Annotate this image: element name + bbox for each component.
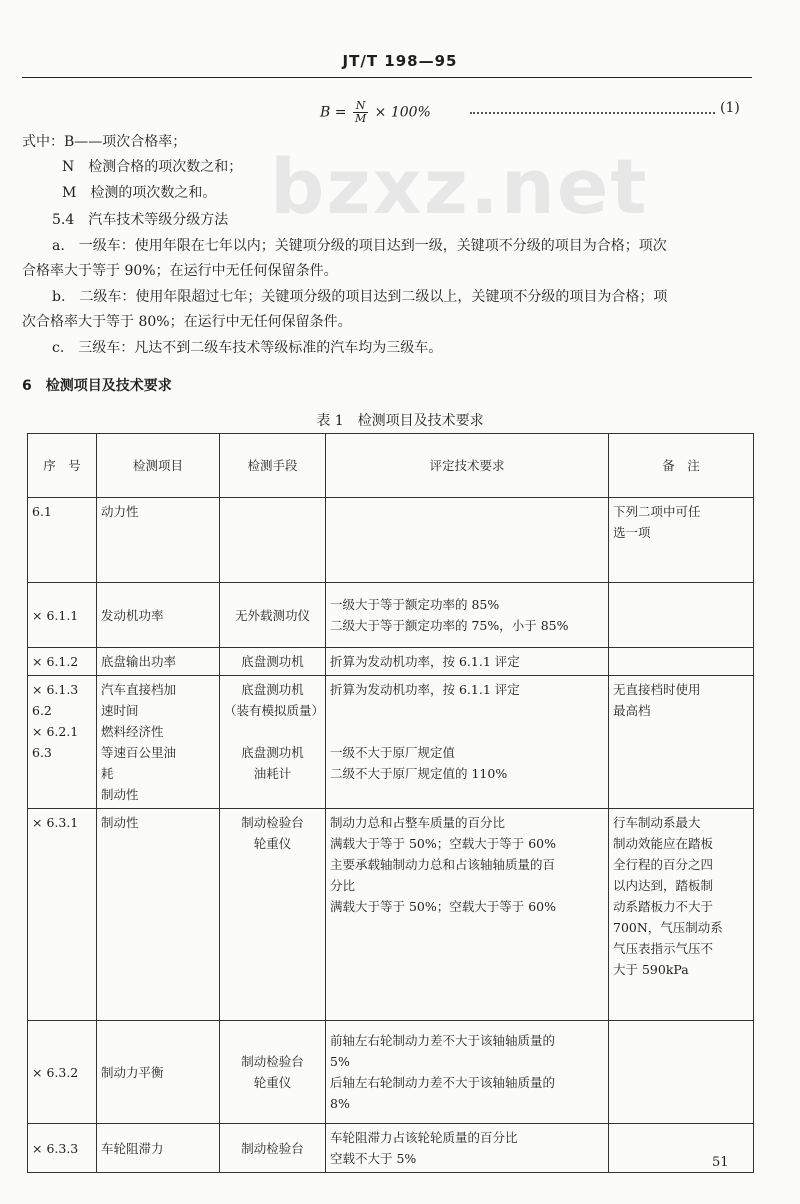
row-requirement: [326, 583, 609, 648]
row-requirement: [326, 1124, 609, 1173]
row-item: [97, 809, 220, 1021]
header-no: 序 号: [28, 434, 97, 498]
row-note-line: 最高档: [613, 703, 651, 718]
spec-table: [27, 433, 754, 1173]
row-means-line: 轮重仪: [253, 836, 292, 851]
formula-leader-dots: [470, 102, 715, 114]
row-requirement-line: 满载大于等于 50%；空载大于等于 60%: [330, 836, 557, 851]
row-note: [609, 648, 754, 676]
item-b-line1: b. 二级车：使用年限超过七年；关键项分级的项目达到二级以上，关键项不分级的项目为合格；项: [52, 289, 668, 305]
row-requirement-line: [330, 700, 604, 721]
row-note-line: 制动效能应在踏板: [613, 836, 714, 851]
row-item-line: 速时间: [101, 703, 139, 718]
row-note-line: 大于 590kPa: [613, 962, 689, 977]
item-b-line2: 次合格率大于等于 80%；在运行中无任何保留条件。: [22, 314, 352, 330]
section-6-heading: 6 检测项目及技术要求: [22, 378, 172, 394]
row-note: [609, 583, 754, 648]
formula-eq: =: [334, 104, 347, 121]
row-means-line: 油耗计: [253, 766, 292, 781]
row-number: [28, 1124, 97, 1173]
row-requirement-line: 制动力总和占整车质量的百分比: [330, 815, 506, 830]
table-row: [28, 583, 754, 648]
row-requirement-line: 二级不大于原厂规定值的 110%: [330, 766, 508, 781]
header-means: 检测手段: [220, 434, 326, 498]
formula-fraction: [353, 100, 368, 125]
row-number-line: 6.1: [32, 504, 52, 519]
row-requirement-line: 8%: [330, 1096, 350, 1111]
table-row: [28, 809, 754, 1021]
row-item-line: 制动性: [101, 815, 139, 830]
row-means-line: [224, 721, 321, 742]
row-item: [97, 676, 220, 809]
header-note: 备 注: [609, 434, 754, 498]
row-number-line: × 6.3.2: [32, 1064, 79, 1080]
row-number-line: 6.2: [32, 703, 52, 718]
row-number: [28, 809, 97, 1021]
row-note: [609, 809, 754, 1021]
row-means: [220, 583, 326, 648]
row-note-line: 以内达到，踏板制: [613, 878, 714, 893]
page-header: JT/T 198—95: [342, 52, 458, 70]
row-means: [220, 498, 326, 583]
row-item-line: 耗: [101, 766, 114, 781]
row-item: [97, 498, 220, 583]
row-number-line: × 6.1.1: [32, 607, 79, 623]
row-requirement-line: 二级大于等于额定功率的 75%，小于 85%: [330, 618, 569, 633]
row-requirement-line: 前轴左右轮制动力差不大于该轴轴质量的: [330, 1033, 556, 1048]
row-note-line: 选一项: [613, 525, 651, 540]
row-number-line: × 6.3.3: [32, 1140, 79, 1156]
row-means: [220, 676, 326, 809]
row-means-line: 底盘测功机: [241, 682, 304, 697]
page-number: 51: [712, 1155, 729, 1170]
equation-number: (1): [720, 100, 740, 116]
row-requirement-line: 空载不大于 5%: [330, 1151, 417, 1166]
row-note: [609, 1021, 754, 1124]
row-requirement-line: 满载大于等于 50%；空载大于等于 60%: [330, 899, 557, 914]
row-requirement-line: 主要承载轴制动力总和占该轴轴质量的百: [330, 857, 556, 872]
row-number-line: × 6.2.1: [32, 724, 79, 739]
row-number: [28, 498, 97, 583]
row-item-line: 制动力平衡: [101, 1064, 164, 1080]
item-a-line1: a. 一级车：使用年限在七年以内；关键项分级的项目达到一级，关键项不分级的项目为合格；项次: [52, 238, 667, 254]
row-requirement-line: 一级不大于原厂规定值: [330, 745, 456, 760]
row-means-line: 底盘测功机: [241, 654, 304, 669]
row-means-line: 制动检验台: [241, 1054, 304, 1069]
definition-b: 式中：B——项次合格率；: [22, 134, 187, 150]
row-item-line: 制动性: [101, 787, 139, 802]
row-means-line: 制动检验台: [241, 1140, 304, 1156]
row-number-line: × 6.1.2: [32, 654, 79, 669]
table-row: [28, 1124, 754, 1173]
row-number-line: 6.3: [32, 745, 52, 760]
row-means: [220, 1124, 326, 1173]
row-number: [28, 648, 97, 676]
row-item-line: 底盘输出功率: [101, 654, 177, 669]
formula-rest: × 100%: [374, 104, 431, 121]
row-requirement: [326, 809, 609, 1021]
row-requirement-line: 一级大于等于额定功率的 85%: [330, 597, 500, 612]
row-requirement-line: 5%: [330, 1054, 350, 1069]
header-requirement: 评定技术要求: [326, 434, 609, 498]
row-requirement-line: 车轮阻滞力占该轮轮质量的百分比: [330, 1130, 518, 1145]
row-note-line: 行车制动系最大: [613, 815, 701, 830]
row-note: [609, 498, 754, 583]
row-requirement-line: 后轴左右轮制动力差不大于该轴轴质量的: [330, 1075, 556, 1090]
row-requirement: [326, 1021, 609, 1124]
row-item-line: 车轮阻滞力: [101, 1140, 164, 1156]
header-item: 检测项目: [97, 434, 220, 498]
row-item-line: 动力性: [101, 504, 139, 519]
item-c: c. 三级车：凡达不到二级车技术等级标准的汽车均为三级车。: [52, 340, 443, 356]
row-note-line: 气压表指示气压不: [613, 941, 714, 956]
definition-n: N 检测合格的项次数之和；: [62, 159, 243, 175]
row-item-line: 等速百公里油: [101, 745, 177, 760]
header-rule: [22, 77, 752, 78]
row-means-line: 底盘测功机: [241, 745, 304, 760]
row-requirement-line: 折算为发动机功率，按 6.1.1 评定: [330, 682, 520, 697]
row-number: [28, 676, 97, 809]
table-row: [28, 648, 754, 676]
row-item-line: 汽车直接档加: [101, 682, 177, 697]
definition-m: M 检测的项次数之和。: [62, 185, 217, 201]
section-5-4-title: 5.4 汽车技术等级分级方法: [52, 212, 229, 228]
row-number-line: × 6.3.1: [32, 815, 79, 830]
row-requirement: [326, 498, 609, 583]
table-row: [28, 498, 754, 583]
row-note-line: 700N，气压制动系: [613, 920, 723, 935]
watermark: bzxz.net: [270, 142, 649, 231]
row-requirement-line: 分比: [330, 878, 356, 893]
formula-numerator: N: [353, 100, 368, 113]
row-item-line: 发动机功率: [101, 607, 164, 623]
row-requirement-line: 折算为发动机功率，按 6.1.1 评定: [330, 654, 520, 669]
row-number-line: × 6.1.3: [32, 682, 79, 697]
row-item: [97, 1124, 220, 1173]
row-note-line: 下列二项中可任: [613, 504, 701, 519]
row-requirement-line: [330, 721, 604, 742]
formula-lhs: B: [320, 104, 331, 121]
formula: [320, 100, 431, 125]
row-requirement: [326, 676, 609, 809]
row-note-line: 动系踏板力不大于: [613, 899, 714, 914]
formula-denominator: M: [354, 112, 367, 125]
row-note-line: 无直接档时使用: [613, 682, 701, 697]
row-means: [220, 809, 326, 1021]
row-means: [220, 648, 326, 676]
row-note: [609, 1124, 754, 1173]
row-note: [609, 676, 754, 809]
table-header-row: [28, 434, 754, 498]
row-number: [28, 1021, 97, 1124]
table-caption: 表 1 检测项目及技术要求: [316, 413, 484, 429]
row-means: [220, 1021, 326, 1124]
table-row: [28, 1021, 754, 1124]
row-means-line: （装有模拟质量）: [224, 703, 325, 718]
row-requirement: [326, 648, 609, 676]
row-means-line: 制动检验台: [241, 815, 304, 830]
row-item: [97, 648, 220, 676]
row-note-line: 全行程的百分之四: [613, 857, 714, 872]
row-number: [28, 583, 97, 648]
row-item-line: 燃料经济性: [101, 724, 164, 739]
row-means-line: 无外载测功仪: [234, 607, 310, 623]
item-a-line2: 合格率大于等于 90%；在运行中无任何保留条件。: [22, 263, 338, 279]
row-means-line: 轮重仪: [253, 1075, 292, 1090]
row-item: [97, 1021, 220, 1124]
row-item: [97, 583, 220, 648]
table-row: [28, 676, 754, 809]
